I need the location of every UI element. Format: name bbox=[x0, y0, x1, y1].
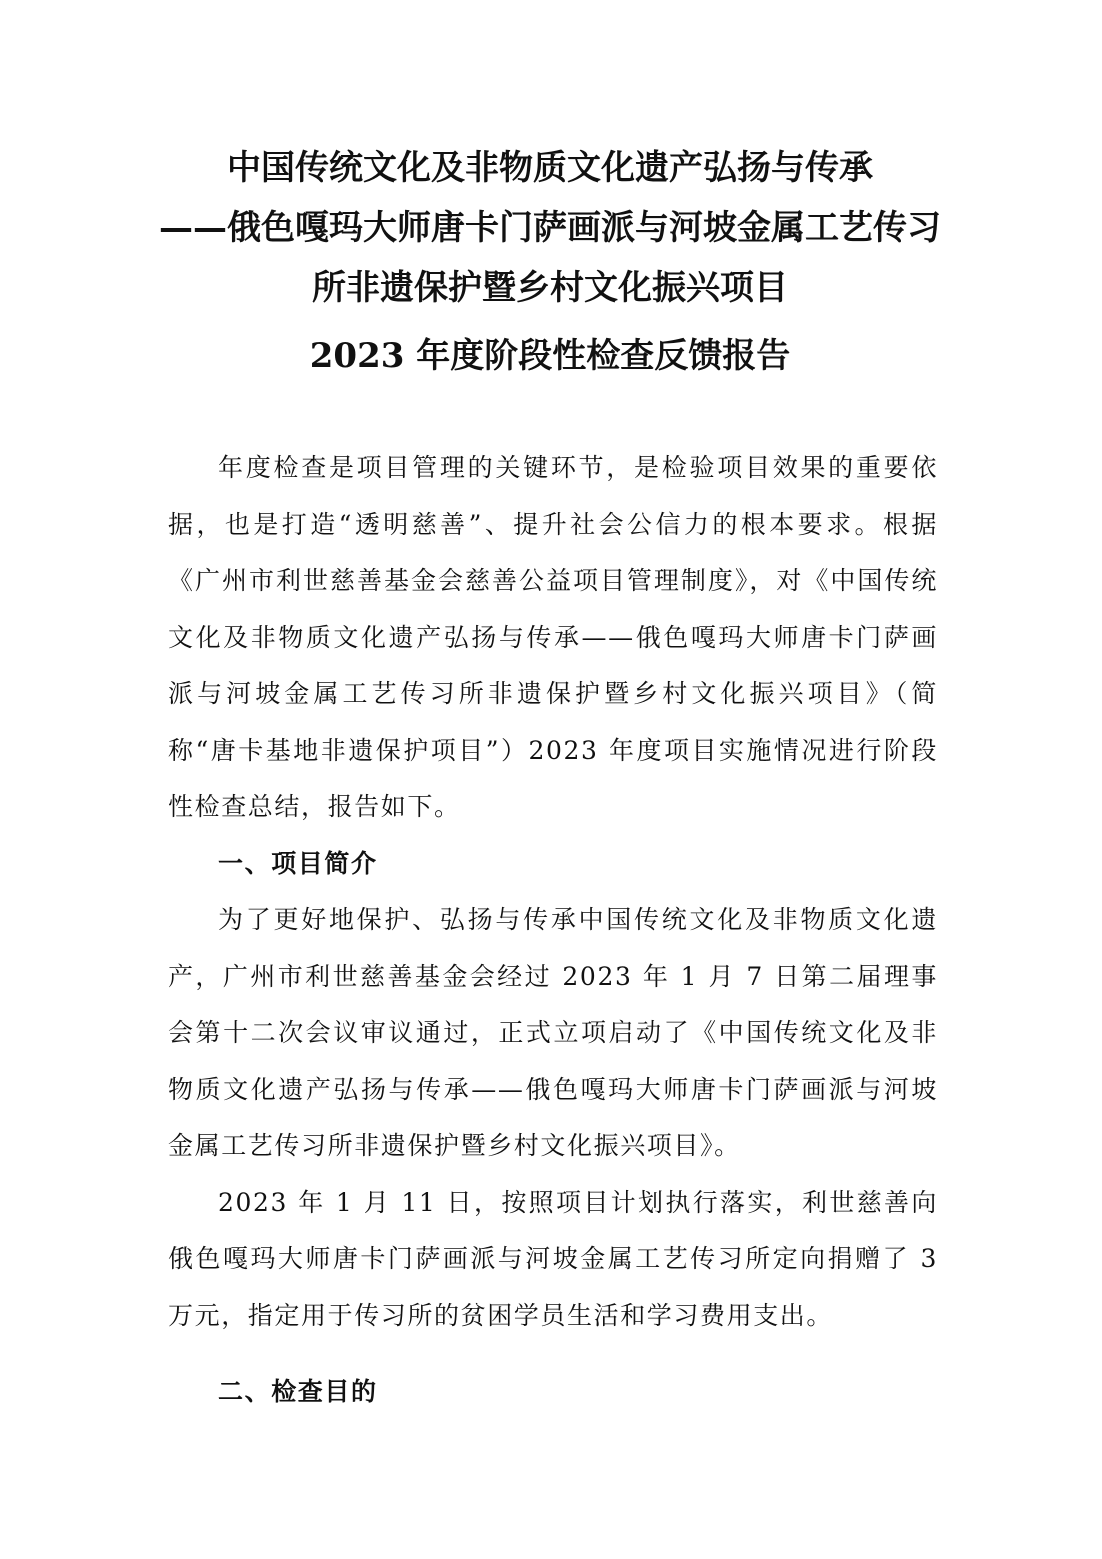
title-line-4: 2023 年度阶段性检查反馈报告 bbox=[309, 336, 791, 376]
project-intro-paragraph-1: 为了更好地保护、弘扬与传承中国传统文化及非物质文化遗产，广州市利世慈善基金会经过 2023 年 1 月 7 日第二届理事会第十二次会议审议通过，正式立项启动了《中国传统文化及非物质文化遗产弘扬与传承——俄色嘎玛大师唐卡门萨画派与河坡金属工艺传习所非遗保护暨乡村文化振兴项目》。 bbox=[168, 905, 938, 1160]
title-line-2: ——俄色嘎玛大师唐卡门萨画派与河坡金属工艺传习 bbox=[159, 208, 941, 248]
report-body bbox=[168, 440, 938, 1421]
report-title bbox=[150, 138, 950, 386]
project-intro-paragraph-2: 2023 年 1 月 11 日，按照项目计划执行落实，利世慈善向俄色嘎玛大师唐卡门萨画派与河坡金属工艺传习所定向捐赠了 3 万元，指定用于传习所的贫困学员生活和学习费用支出。 bbox=[168, 1187, 938, 1330]
title-line-3: 所非遗保护暨乡村文化振兴项目 bbox=[312, 268, 788, 308]
section-heading-project-intro: 一、项目简介 bbox=[218, 848, 378, 878]
title-line-1: 中国传统文化及非物质文化遗产弘扬与传承 bbox=[227, 148, 873, 188]
section-heading-inspection-purpose: 二、检查目的 bbox=[218, 1377, 378, 1406]
intro-paragraph: 年度检查是项目管理的关键环节，是检验项目效果的重要依据，也是打造“透明慈善”、提升社会公信力的根本要求。根据《广州市利世慈善基金会慈善公益项目管理制度》，对《中国传统文化及非物质文化遗产弘扬与传承——俄色嘎玛大师唐卡门萨画派与河坡金属工艺传习所非遗保护暨乡村文化振兴项目》（简称“唐卡基地非遗保护项目”）2023 年度项目实施情况进行阶段性检查总结，报告如下。 bbox=[168, 453, 938, 821]
